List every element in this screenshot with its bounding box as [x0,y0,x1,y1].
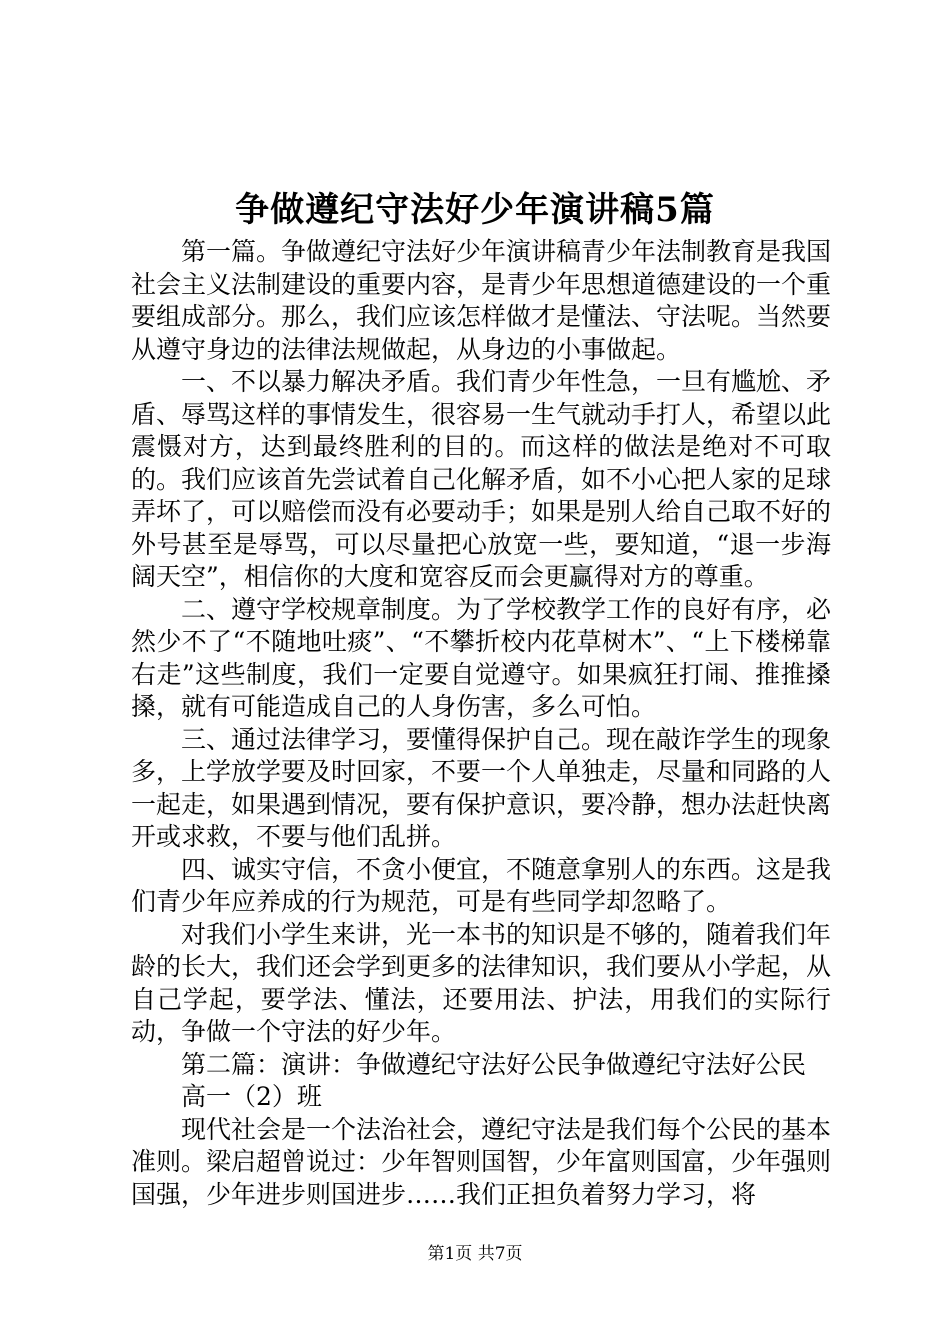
paragraph: 第一篇。争做遵纪守法好少年演讲稿青少年法制教育是我国社会主义法制建设的重要内容，是青少年思想道德建设的一个重要组成部分。那么，我们应该怎样做才是懂法、守法呢。当然要从遵守身边的法律法规做起，从身边的小事做起。 [131,237,832,364]
section-heading: 第二篇：演讲：争做遵纪守法好公民争做遵纪守法好公民 [181,1049,807,1079]
paragraph: 一、不以暴力解决矛盾。我们青少年性急，一旦有尴尬、矛盾、辱骂这样的事情发生，很容易一生气就动手打人，希望以此震慑对方，达到最终胜利的目的。而这样的做法是绝对不可取的。我们应该首先尝试着自己化解矛盾，如不小心把人家的足球弄坏了，可以赔偿而没有必要动手；如果是别人给自己取不好的外号甚至是辱骂，可以尽量把心放宽一些，要知道，“退一步海阔天空”，相信你的大度和宽容反而会更赢得对方的尊重。 [131,367,832,591]
paragraph: 对我们小学生来讲，光一本书的知识是不够的，随着我们年龄的长大，我们还会学到更多的法律知识，我们要从小学起，从自己学起，要学法、懂法，还要用法、护法，用我们的实际行动，争做一个守法的好少年。 [131,919,832,1046]
page-footer: 第1页 共7页 [427,1244,523,1264]
paragraph: 现代社会是一个法治社会，遵纪守法是我们每个公民的基本准则。梁启超曾说过：少年智则国智，少年富则国富，少年强则国强，少年进步则国进步……我们正担负着努力学习，将 [131,1114,832,1209]
document-title: 争做遵纪守法好少年演讲稿5篇 [235,190,715,230]
class-label: 高一（2）班 [181,1082,322,1111]
paragraph: 三、通过法律学习，要懂得保护自己。现在敲诈学生的现象多，上学放学要及时回家，不要一个人单独走，尽量和同路的人一起走，如果遇到情况，要有保护意识，要冷静，想办法赶快离开或求救，不要与他们乱拼。 [131,724,832,851]
document-body [131,236,831,1211]
paragraph: 二、遵守学校规章制度。为了学校教学工作的良好有序，必然少不了“不随地吐痰”、“不攀折校内花草树木”、“上下楼梯靠右走”这些制度，我们一定要自觉遵守。如果疯狂打闹、推推搡搡，就有可能造成自己的人身伤害，多么可怕。 [131,594,832,721]
paragraph: 四、诚实守信，不贪小便宜，不随意拿别人的东西。这是我们青少年应养成的行为规范，可是有些同学却忽略了。 [131,854,832,916]
